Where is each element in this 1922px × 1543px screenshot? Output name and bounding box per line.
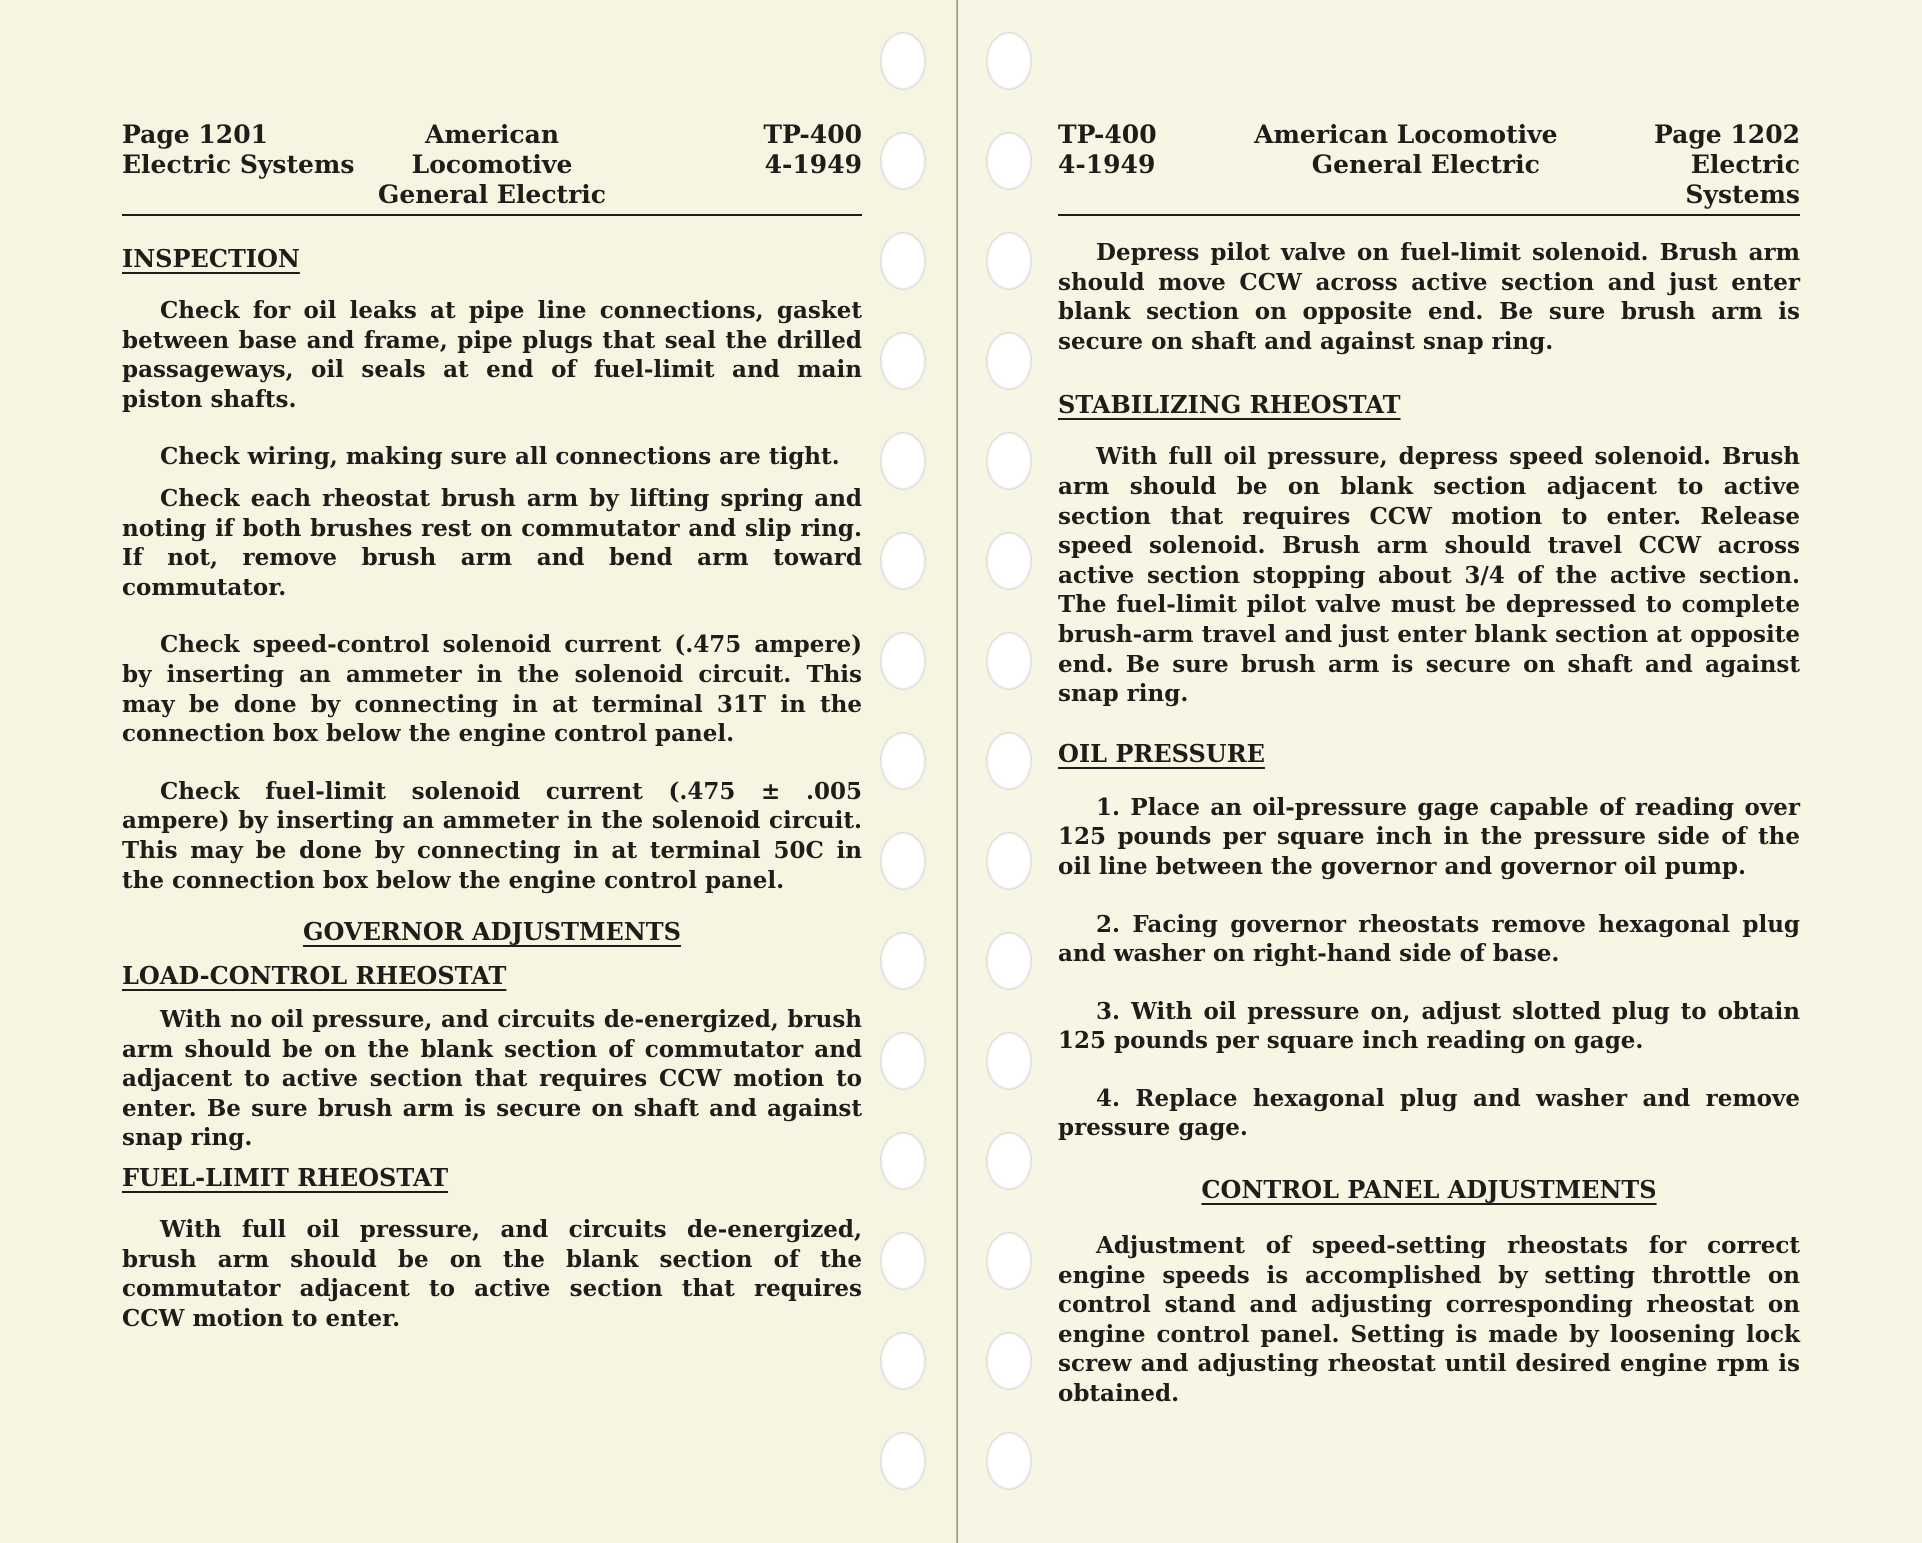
binder-hole — [880, 1332, 926, 1390]
binder-hole — [986, 432, 1032, 490]
step-4: 4. Replace hexagonal plug and washer and remove pressure gage. — [1058, 1084, 1800, 1142]
binder-hole — [986, 832, 1032, 890]
binder-hole — [880, 532, 926, 590]
page-header — [122, 120, 862, 210]
section-title-inspection: INSPECTION — [122, 244, 300, 273]
binder-hole — [986, 132, 1032, 190]
binder-hole — [880, 432, 926, 490]
header-date: 4-1949 — [764, 150, 862, 179]
header-doc: TP-400 — [763, 120, 862, 149]
header-company2: General Electric — [1311, 150, 1540, 179]
binder-hole — [880, 732, 926, 790]
paragraph: With no oil pressure, and circuits de-energized, brush arm should be on the blank section of commutator and adjacent to active section that requires CCW motion to enter. Be sure brush arm is secure on shaft and against snap ring. — [122, 1006, 862, 1152]
paragraph: Check for oil leaks at pipe line connections, gasket between base and frame, pipe plugs that seal the drilled passageways, oil seals at end of fuel-limit and main piston shafts. — [122, 297, 862, 413]
binder-hole — [986, 1332, 1032, 1390]
header-rule — [1058, 214, 1800, 216]
paragraph: Depress pilot valve on fuel-limit solenoid. Brush arm should move CCW across active section and just enter blank section on opposite end. Be sure brush arm is secure on shaft and against snap ring. — [1058, 239, 1800, 355]
section-title-governor: GOVERNOR ADJUSTMENTS — [303, 917, 681, 947]
binder-hole — [986, 932, 1032, 990]
binder-hole — [880, 132, 926, 190]
binder-hole — [880, 32, 926, 90]
header-company: American Locomotive — [1254, 120, 1558, 149]
binder-hole — [986, 1132, 1032, 1190]
step-2: 2. Facing governor rheostats remove hexagonal plug and washer on right-hand side of base. — [1058, 910, 1800, 968]
section-title-fuel-limit: FUEL-LIMIT RHEOSTAT — [122, 1163, 449, 1193]
header-right — [615, 120, 862, 210]
binder-hole — [986, 632, 1032, 690]
binder-hole — [880, 1132, 926, 1190]
step-1: 1. Place an oil-pressure gage capable of reading over 125 pounds per square inch in the pressure side of the oil line between the governor and governor oil pump. — [1058, 793, 1800, 880]
binder-hole — [986, 332, 1032, 390]
binder-hole — [986, 232, 1032, 290]
binder-hole — [880, 832, 926, 890]
binder-hole — [986, 1232, 1032, 1290]
section-title-control-panel: CONTROL PANEL ADJUSTMENTS — [1201, 1175, 1657, 1205]
binder-hole — [986, 732, 1032, 790]
binder-hole — [880, 1032, 926, 1090]
section-title-stabilizing: STABILIZING RHEOSTAT — [1058, 390, 1401, 420]
header-company2: General Electric — [377, 180, 606, 209]
header-section: Electric Systems — [122, 150, 355, 179]
header-rule — [122, 214, 862, 216]
paragraph: With full oil pressure, depress speed solenoid. Brush arm should be on blank section adjacent to active section that requires CCW motion to enter. Release speed solenoid. Brush arm should travel CCW across active section stopping about 3/4 of the active section. The fuel-limit pilot valve must be depressed to complete brush-arm travel and just enter blank section at opposite end. Be sure brush arm is secure on shaft and against snap ring. — [1058, 443, 1800, 708]
paragraph: With full oil pressure, and circuits de-energized, brush arm should be on the blank section of the commutator adjacent to active section that requires CCW motion to enter. — [122, 1216, 862, 1332]
section-title-load-control: LOAD-CONTROL RHEOSTAT — [122, 961, 507, 991]
step-3: 3. With oil pressure on, adjust slotted plug to obtain 125 pounds per square inch reading on gage. — [1058, 997, 1800, 1055]
binder-hole — [880, 332, 926, 390]
paragraph: Check wiring, making sure all connections are tight. — [160, 443, 840, 471]
binder-hole — [880, 1232, 926, 1290]
header-company: American Locomotive — [411, 120, 573, 179]
binder-hole — [880, 932, 926, 990]
header-left — [122, 120, 369, 210]
page-number: Page 1201 — [122, 120, 268, 149]
left-page-content — [122, 120, 862, 1333]
binder-hole — [986, 1432, 1032, 1490]
binder-hole — [880, 1432, 926, 1490]
binder-hole — [986, 32, 1032, 90]
header-section: Electric Systems — [1685, 150, 1800, 209]
section-title-oil-pressure: OIL PRESSURE — [1058, 738, 1265, 768]
header-right — [1568, 120, 1800, 210]
right-page — [958, 0, 1922, 1543]
binder-hole — [880, 232, 926, 290]
paragraph: Adjustment of speed-setting rheostats for correct engine speeds is accomplished by setting throttle on control stand and adjusting corresponding rheostat on engine control panel. Setting is made by loosening lock screw and adjusting rheostat until desired engine rpm is obtained. — [1058, 1232, 1800, 1408]
right-page-content — [1058, 120, 1800, 1409]
binder-hole — [986, 1032, 1032, 1090]
binder-hole — [880, 632, 926, 690]
paragraph: Check speed-control solenoid current (.475 ampere) by inserting an ammeter in the solenoid circuit. This may be done by connecting in at terminal 31T in the connection box below the engine control panel. — [122, 631, 862, 748]
page-header — [1058, 120, 1800, 210]
paragraph: Check each rheostat brush arm by lifting spring and noting if both brushes rest on commutator and slip ring. If not, remove brush arm and bend arm toward commutator. — [122, 484, 862, 601]
page-number: Page 1202 — [1654, 120, 1800, 149]
left-page — [0, 0, 958, 1543]
paragraph: Check fuel-limit solenoid current (.475 ± .005 ampere) by inserting an ammeter in the solenoid circuit. This may be done by connecting in at terminal 50C in the connection box below the engine control panel. — [122, 777, 862, 894]
binder-hole — [986, 532, 1032, 590]
header-date: 4-1949 — [1058, 150, 1156, 179]
header-center — [369, 120, 616, 210]
header-left — [1058, 120, 1244, 210]
header-center — [1244, 120, 1569, 210]
header-doc: TP-400 — [1058, 120, 1157, 149]
